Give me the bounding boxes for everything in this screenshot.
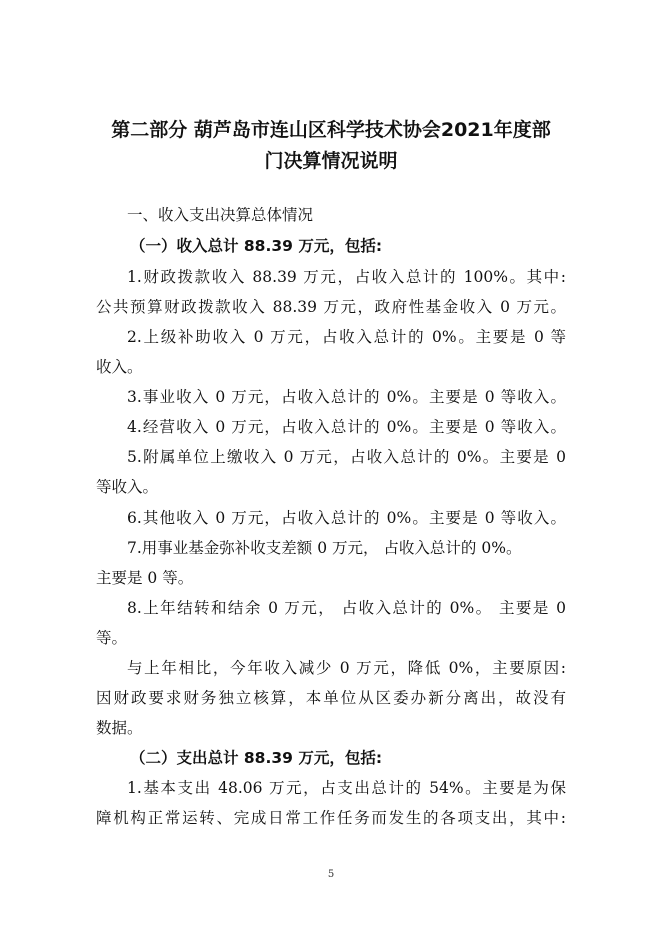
page-number: 5 (327, 869, 335, 880)
income-total-heading: （一）收入总计 88.39 万元，包括: (130, 237, 383, 255)
income-comparison-line-3: 数据。 (96, 719, 143, 737)
income-item-8-line-2: 等。 (96, 629, 128, 647)
section-heading-income-expense: 一、收入支出决算总体情况 (127, 206, 314, 224)
income-item-5-line-2: 等收入。 (96, 478, 159, 496)
income-item-4: 4.经营收入 0 万元，占收入总计的 0%。主要是 0 等收入。 (127, 418, 566, 436)
income-comparison-line-1: 与上年相比，今年收入减少 0 万元，降低 0%，主要原因: (127, 659, 566, 677)
income-item-5-line-1: 5.附属单位上缴收入 0 万元，占收入总计的 0%。主要是 0 (127, 448, 566, 466)
income-item-1-line-1: 1.财政拨款收入 88.39 万元，占收入总计的 100%。其中: (127, 268, 566, 286)
income-item-8-line-1: 8.上年结转和结余 0 万元， 占收入总计的 0%。 主要是 0 (127, 599, 566, 617)
income-item-7-line-1: 7.用事业基金弥补收支差额 0 万元， 占收入总计的 0%。 (127, 539, 522, 557)
document-title-line-1: 第二部分 葫芦岛市连山区科学技术协会2021年度部 (111, 119, 551, 141)
income-item-1-line-2: 公共预算财政拨款收入 88.39 万元，政府性基金收入 0 万元。 (96, 298, 566, 316)
expense-total-heading: （二）支出总计 88.39 万元，包括: (130, 749, 383, 767)
income-item-2-line-1: 2.上级补助收入 0 万元，占收入总计的 0%。主要是 0 等 (127, 328, 566, 346)
document-title-line-2: 门决算情况说明 (264, 150, 398, 172)
income-item-2-line-2: 收入。 (96, 358, 143, 376)
income-item-3: 3.事业收入 0 万元，占收入总计的 0%。主要是 0 等收入。 (127, 388, 566, 406)
income-item-7-line-2: 主要是 0 等。 (96, 569, 194, 587)
income-comparison-line-2: 因财政要求财务独立核算，本单位从区委办新分离出，故没有 (96, 689, 566, 707)
income-item-6: 6.其他收入 0 万元，占收入总计的 0%。主要是 0 等收入。 (127, 509, 566, 527)
expense-item-1-line-1: 1.基本支出 48.06 万元，占支出总计的 54%。主要是为保 (127, 779, 566, 797)
expense-item-1-line-2: 障机构正常运转、完成日常工作任务而发生的各项支出，其中: (96, 809, 566, 827)
